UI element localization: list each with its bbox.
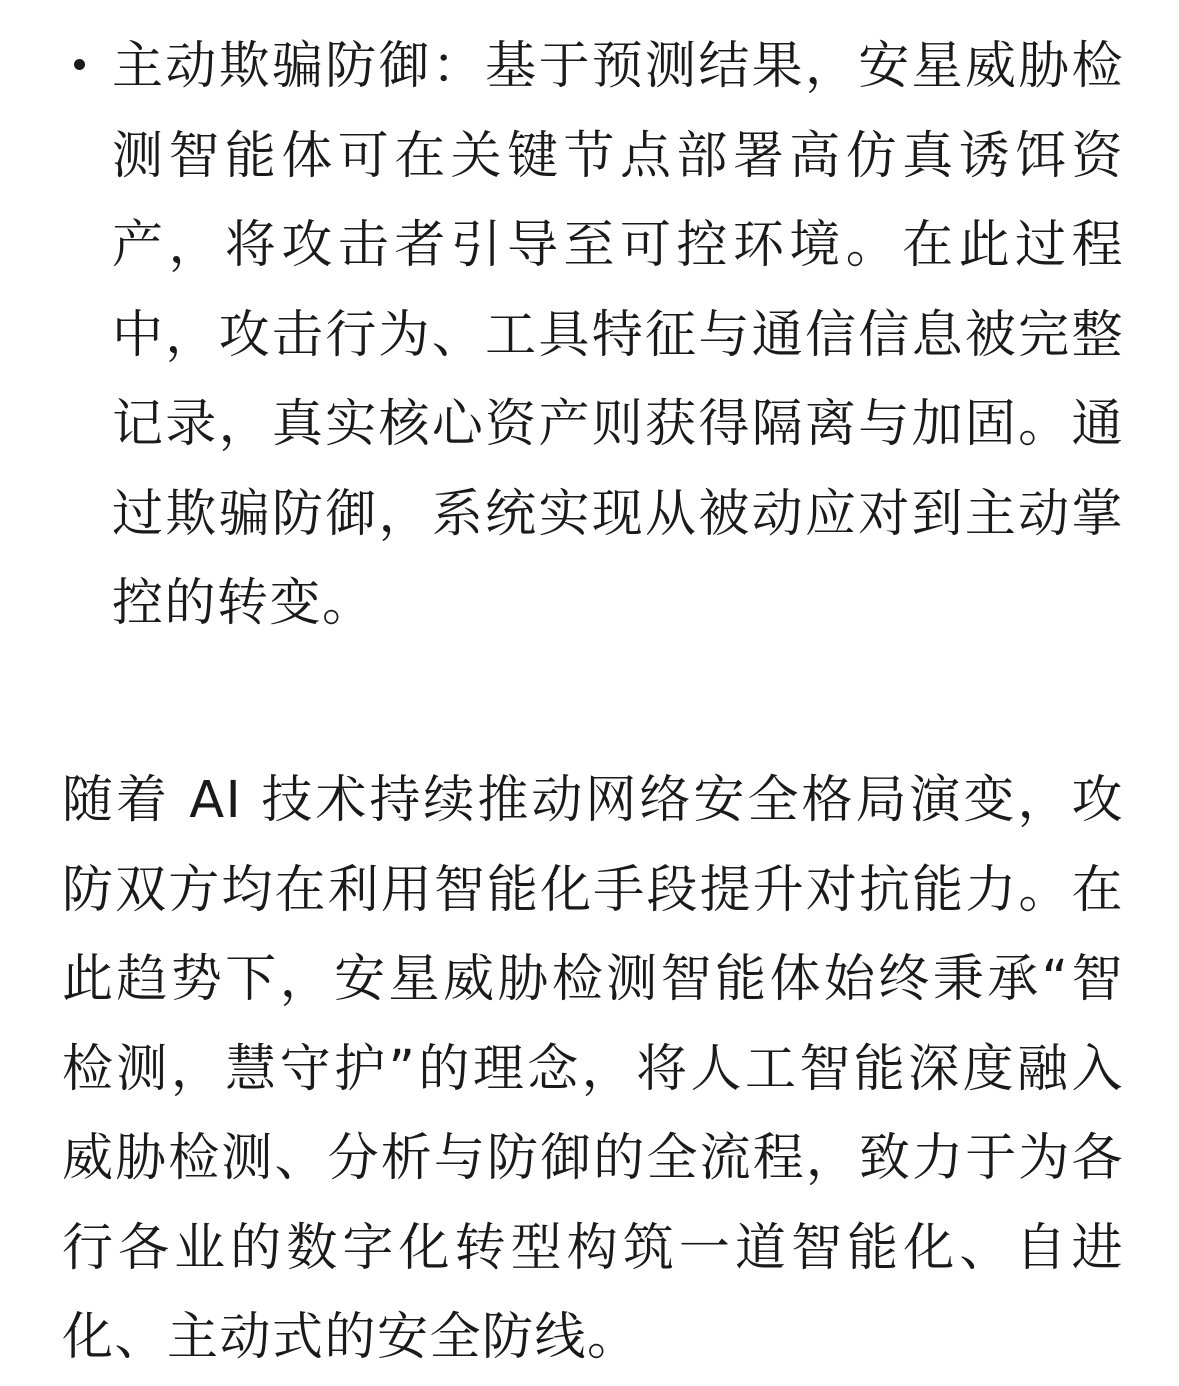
bullet-list <box>0 22 1179 649</box>
bullet-text: 主动欺骗防御：基于预测结果，安星威胁检测智能体可在关键节点部署高仿真诱饵资产，将攻击者引导至可控环境。在此过程中，攻击行为、工具特征与通信信息被完整记录，真实核心资产则获得隔离与加固。通过欺骗防御，系统实现从被动应对到主动掌控的转变。 <box>112 37 1124 633</box>
closing-paragraph: 随着 AI 技术持续推动网络安全格局演变，攻防双方均在利用智能化手段提升对抗能力。在此趋势下，安星威胁检测智能体始终秉承“智检测，慧守护”的理念，将人工智能深度融入威胁检测、分析与防御的全流程，致力于为各行各业的数字化转型构筑一道智能化、自进化、主动式的安全防线。 <box>62 771 1124 1367</box>
bullet-dot-icon <box>74 59 85 70</box>
list-item <box>112 22 1124 649</box>
